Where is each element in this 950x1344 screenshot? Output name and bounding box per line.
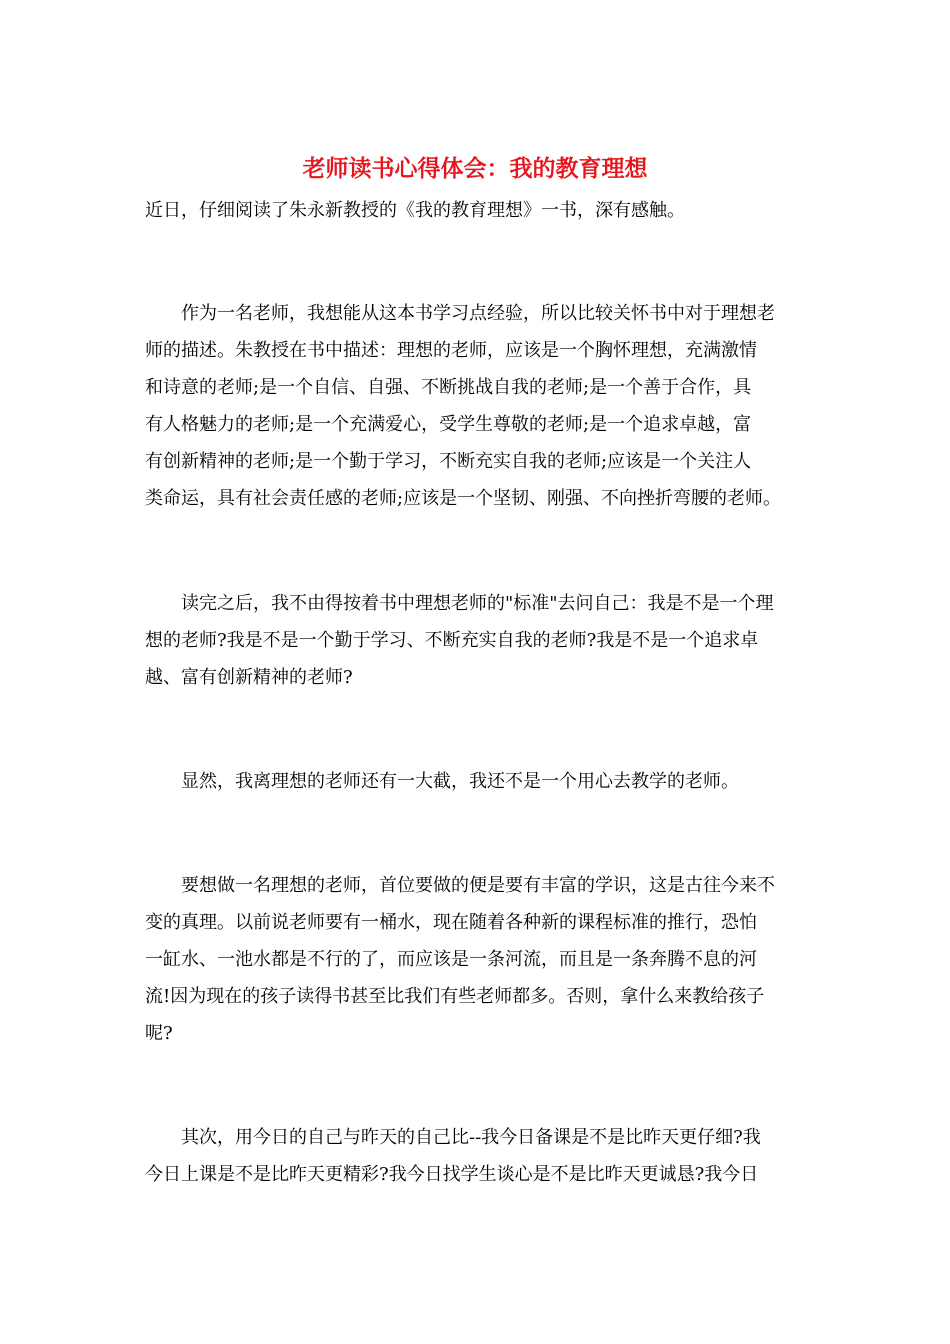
paragraph-line: 有创新精神的老师;是一个勤于学习，不断充实自我的老师;应该是一个关注人 xyxy=(145,451,752,472)
paragraph-line: 显然，我离理想的老师还有一大截，我还不是一个用心去教学的老师。 xyxy=(145,771,739,792)
paragraph-line: 一缸水、一池水都是不行的了，而应该是一条河流，而且是一条奔腾不息的河 xyxy=(145,949,757,970)
paragraph-line: 今日上课是不是比昨天更精彩?我今日找学生谈心是不是比昨天更诚恳?我今日 xyxy=(145,1164,759,1185)
paragraph-line: 和诗意的老师;是一个自信、自强、不断挑战自我的老师;是一个善于合作，具 xyxy=(145,377,752,398)
paragraph-line: 其次，用今日的自己与昨天的自己比--我今日备课是不是比昨天更仔细?我 xyxy=(145,1127,761,1148)
paragraph-line: 读完之后，我不由得按着书中理想老师的"标准"去问自己：我是不是一个理 xyxy=(145,593,774,614)
paragraph-line: 近日，仔细阅读了朱永新教授的《我的教育理想》一书，深有感触。 xyxy=(145,200,685,221)
paragraph-line: 师的描述。朱教授在书中描述：理想的老师，应该是一个胸怀理想，充满激情 xyxy=(145,340,757,361)
document-title: 老师读书心得体会：我的教育理想 xyxy=(302,155,648,182)
paragraph-line: 变的真理。以前说老师要有一桶水，现在随着各种新的课程标准的推行，恐怕 xyxy=(145,912,757,933)
paragraph-line: 有人格魅力的老师;是一个充满爱心，受学生尊敬的老师;是一个追求卓越，富 xyxy=(145,414,752,435)
paragraph-line: 要想做一名理想的老师，首位要做的便是要有丰富的学识，这是古往今来不 xyxy=(145,875,775,896)
paragraph-line: 呢? xyxy=(145,1023,173,1044)
paragraph-line: 想的老师?我是不是一个勤于学习、不断充实自我的老师?我是不是一个追求卓 xyxy=(145,630,759,651)
paragraph-line: 类命运，具有社会责任感的老师;应该是一个坚韧、刚强、不向挫折弯腰的老师。 xyxy=(145,488,782,509)
paragraph-line: 流!因为现在的孩子读得书甚至比我们有些老师都多。否则，拿什么来教给孩子 xyxy=(145,986,765,1007)
paragraph-line: 作为一名老师，我想能从这本书学习点经验，所以比较关怀书中对于理想老 xyxy=(145,303,775,324)
paragraph-line: 越、富有创新精神的老师? xyxy=(145,667,353,688)
